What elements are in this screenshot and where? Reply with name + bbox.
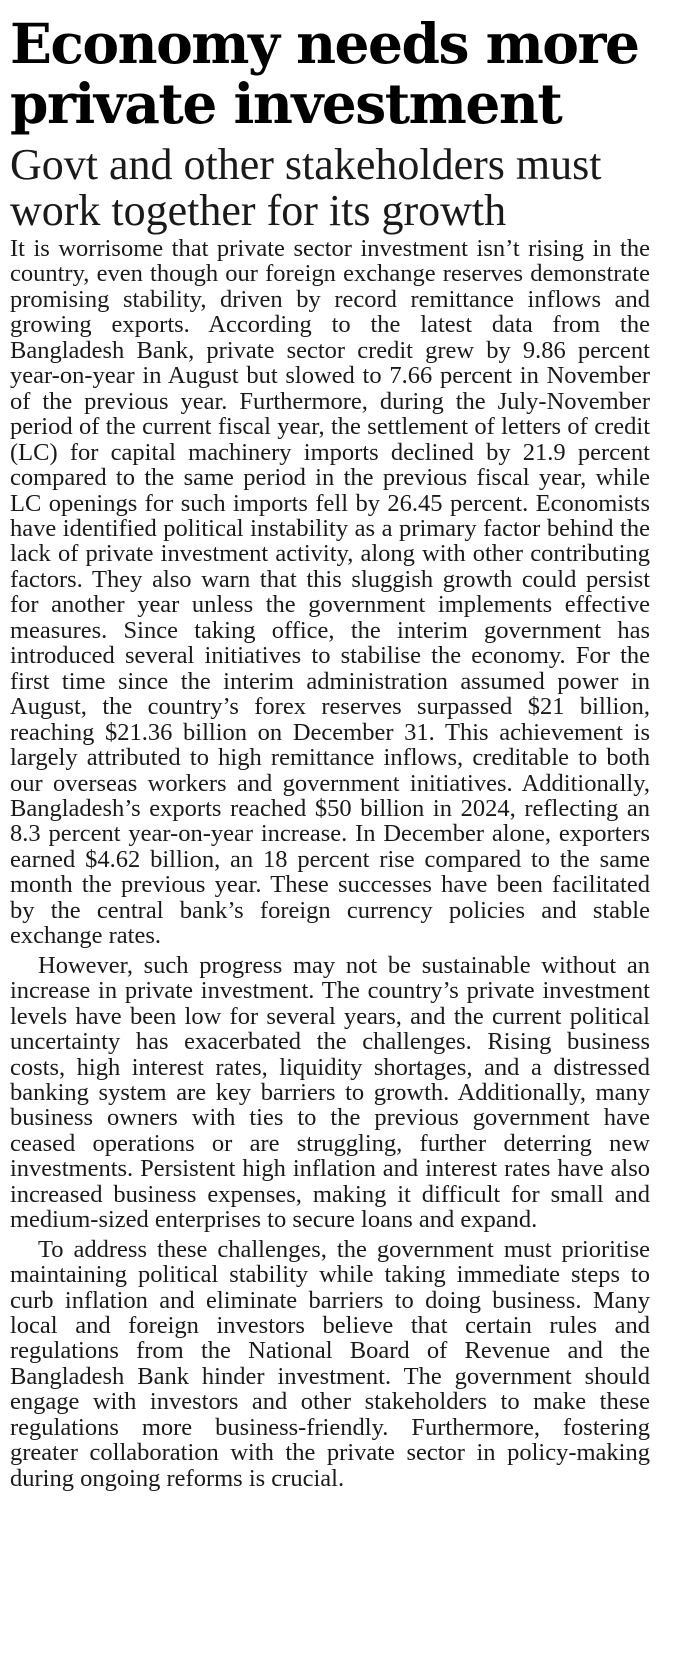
editorial-article bbox=[10, 11, 650, 1495]
subheadline: Govt and other stakeholders must work together for its growth bbox=[10, 140, 602, 235]
article-body bbox=[10, 236, 650, 1491]
headline: Economy needs more private investment bbox=[10, 11, 639, 136]
body-paragraph-1: It is worrisome that private sector investment isn’t rising in the country, even though our foreign exchange reserves demonstrate promising stability, driven by record remittance inflows and growing exports. According to the latest data from the Bangladesh Bank, private sector credit grew by 9.86 percent year-on-year in August but slowed to 7.66 percent in November of the previous year. Furthermore, during the July-November period of the current fiscal year, the settlement of letters of credit (LC) for capital machinery imports declined by 21.9 percent compared to the same period in the previous fiscal year, while LC openings for such imports fell by 26.45 percent. Economists have identified political instability as a primary factor behind the lack of private investment activity, along with other contributing factors. They also warn that this sluggish growth could persist for another year unless the government implements effective measures. Since taking office, the interim government has introduced several initiatives to stabilise the economy. For the first time since the interim administration assumed power in August, the country’s forex reserves surpassed $21 billion, reaching $21.36 billion on December 31. This achievement is largely attributed to high remittance inflows, creditable to both our overseas workers and government initiatives. Additionally, Bangladesh’s exports reached $50 billion in 2024, reflecting an 8.3 percent year-on-year increase. In December alone, exporters earned $4.62 billion, an 18 percent rise compared to the same month the previous year. These successes have been facilitated by the central bank’s foreign currency policies and stable exchange rates. bbox=[10, 235, 650, 950]
body-paragraph-2: However, such progress may not be sustainable without an increase in private investment. The country’s private investment levels have been low for several years, and the current political uncertainty has exacerbated the challenges. Rising business costs, high interest rates, liquidity shortages, and a distressed banking system are key barriers to growth. Additionally, many business owners with ties to the previous government have ceased operations or are struggling, further deterring new investments. Persistent high inflation and interest rates have also increased business expenses, making it difficult for small and medium-sized enterprises to secure loans and expand. bbox=[10, 951, 650, 1234]
body-paragraph-3: To address these challenges, the government must prioritise maintaining political stability while taking immediate steps to curb inflation and eliminate barriers to doing business. Many local and foreign investors believe that certain rules and regulations from the National Board of Revenue and the Bangladesh Bank hinder investment. The government should engage with investors and other stakeholders to make these regulations more business-friendly. Furthermore, fostering greater collaboration with the private sector in policy-making during ongoing reforms is crucial. bbox=[10, 1235, 650, 1492]
